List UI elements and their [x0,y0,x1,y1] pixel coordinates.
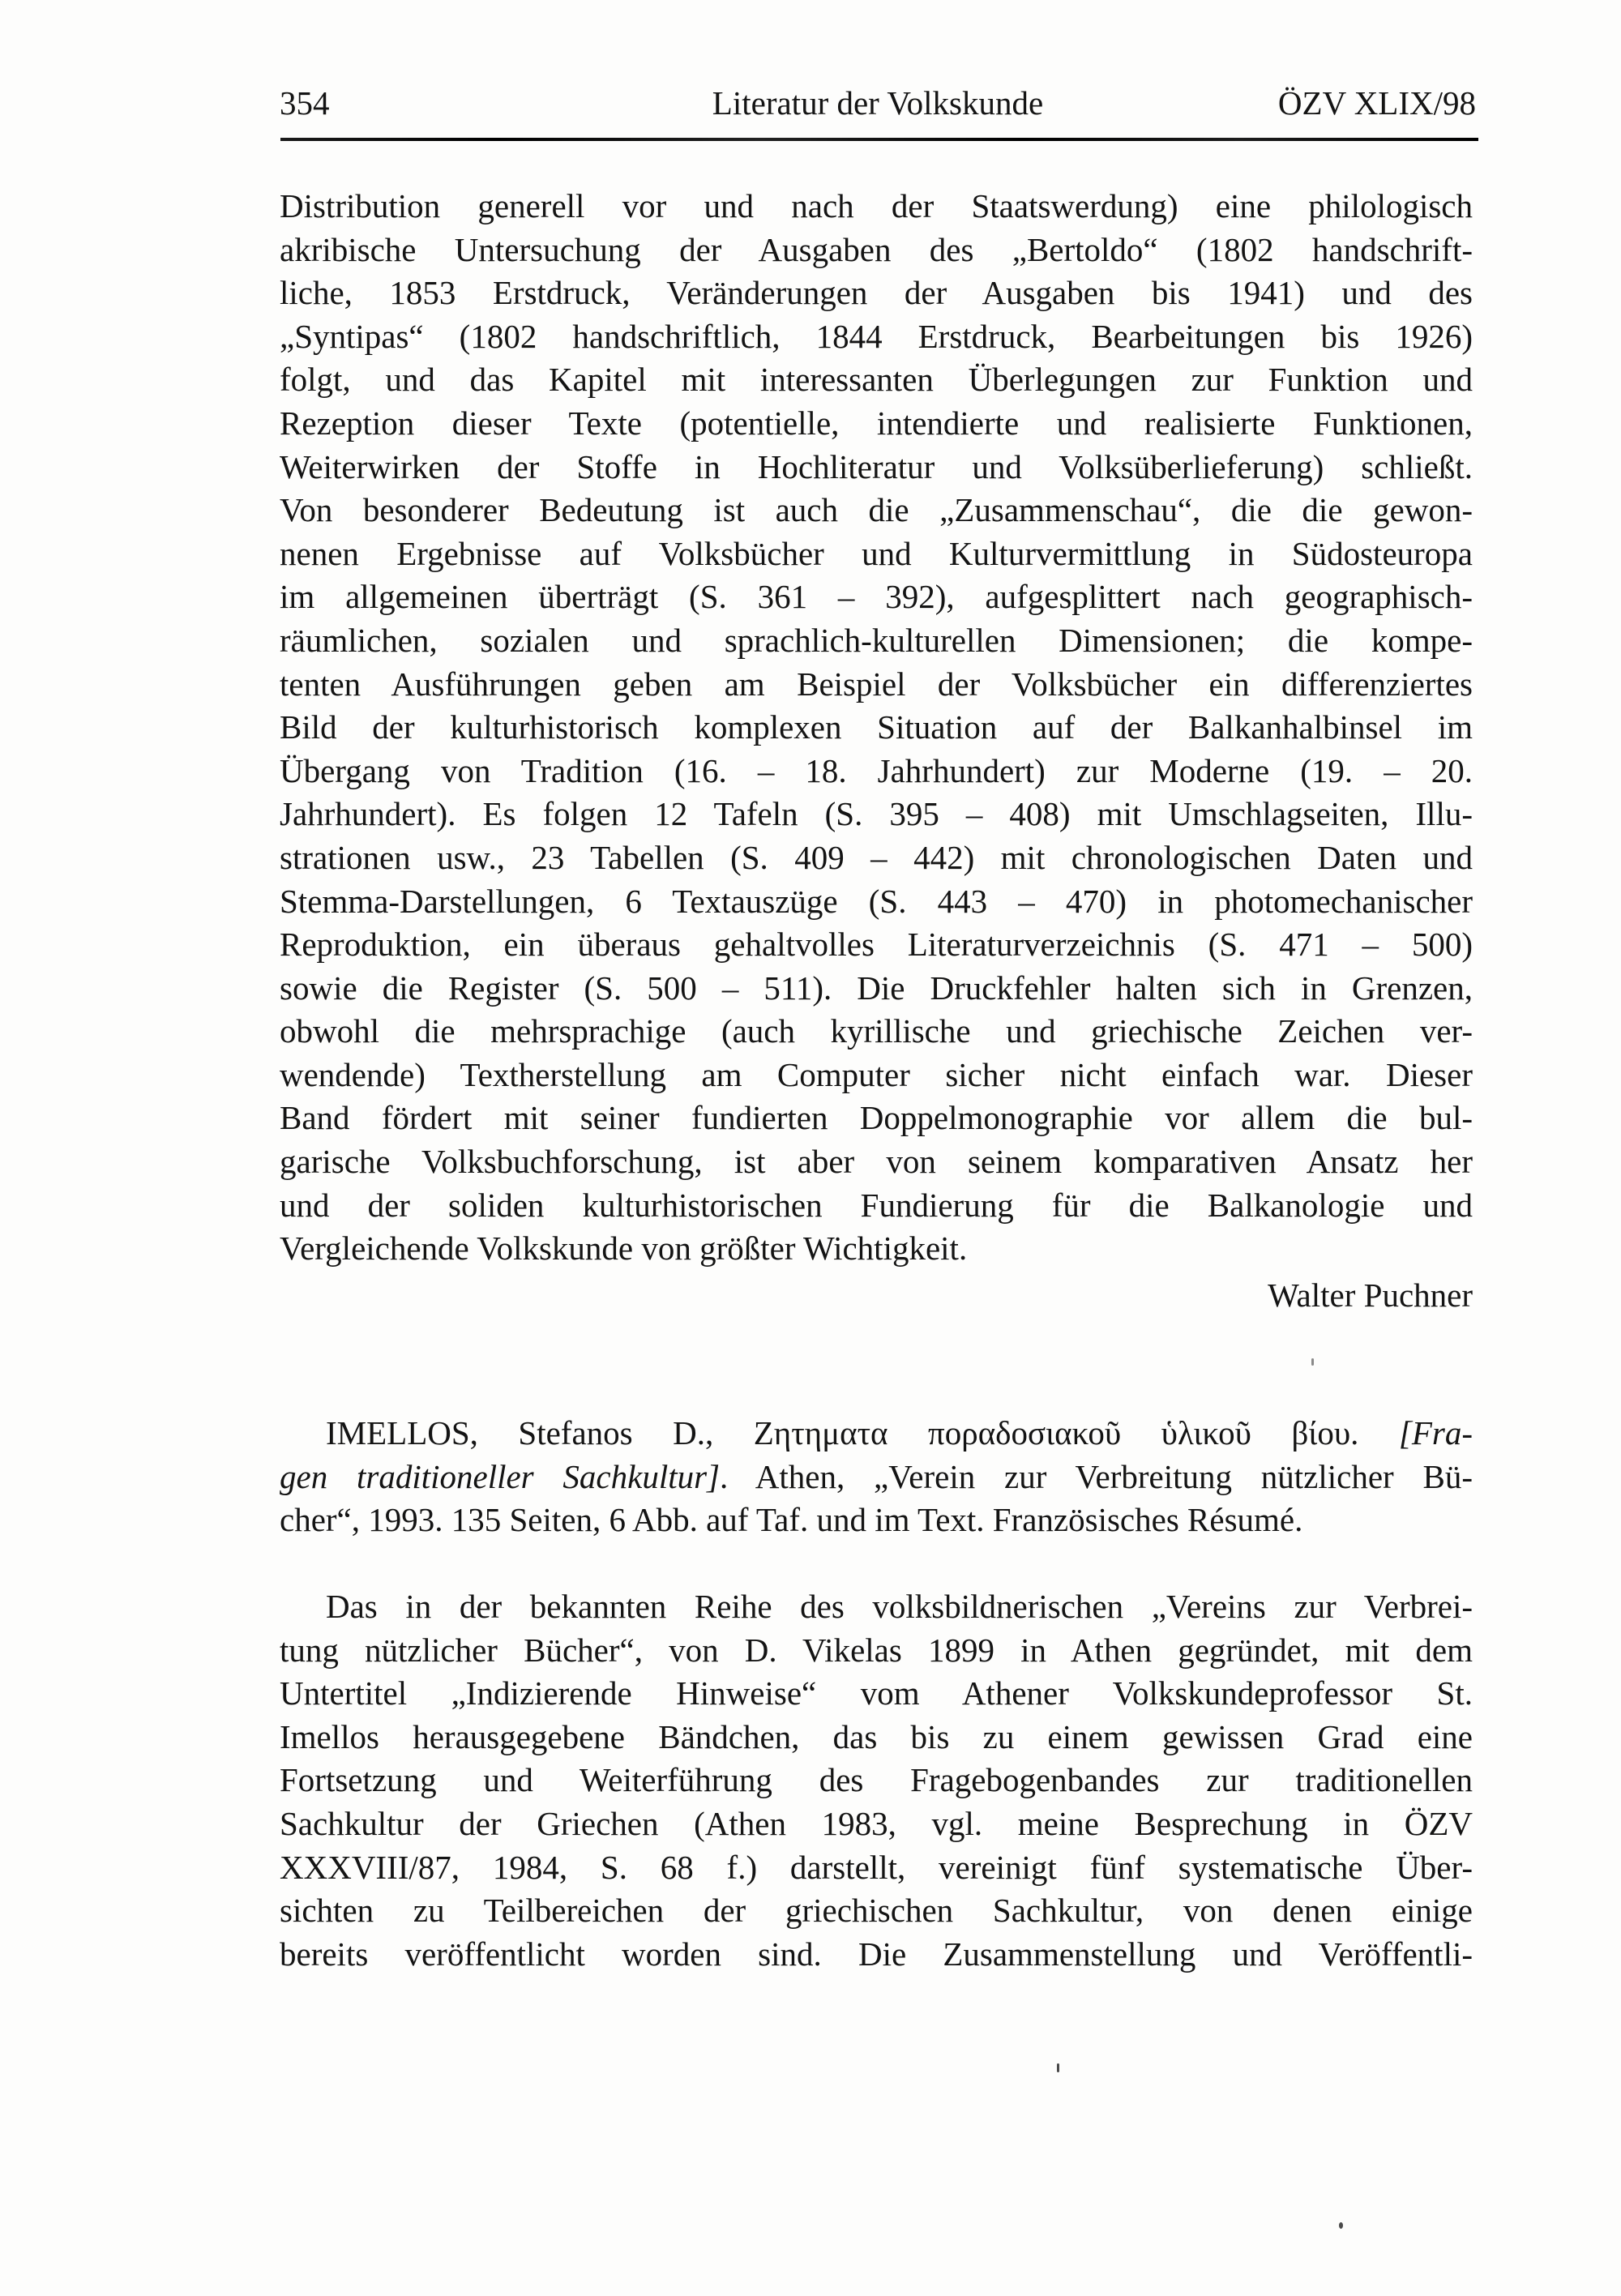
text-line: strationen usw., 23 Tabellen (S. 409 – 442) mit chronologischen Daten und [280,838,1473,876]
text-line: Von besonderer Bedeutung ist auch die „Zusammenschau“, die die gewon- [280,491,1473,529]
header-rule [280,138,1478,141]
text-line: räumlichen, sozialen und sprachlich-kulturellen Dimensionen; die kompe- [280,621,1473,659]
journal-title: Literatur der Volkskunde [712,84,1044,122]
page-number: 354 [280,84,330,122]
text-line: tenten Ausführungen geben am Beispiel der Volksbücher ein differenziertes [280,665,1473,703]
text-line: Vergleichende Volkskunde von größter Wichtigkeit. [280,1229,968,1268]
citation-roman-part: . Athen, „Verein zur Verbreitung nützlicher Bü- [720,1457,1473,1495]
text-line: liche, 1853 Erstdruck, Veränderungen der Ausgaben bis 1941) und des [280,274,1473,312]
text-line: wendende) Textherstellung am Computer sicher nicht einfach war. Dieser [280,1055,1473,1093]
text-line: bereits veröffentlicht worden sind. Die Zusammenstellung und Veröffentli- [280,1935,1473,1973]
text-line: „Syntipas“ (1802 handschriftlich, 1844 Erstdruck, Bearbeitungen bis 1926) [280,317,1473,355]
text-line: XXXVIII/87, 1984, S. 68 f.) darstellt, vereinigt fünf systematische Über- [280,1848,1473,1886]
text-line: tung nützlicher Bücher“, von D. Vikelas 1899 in Athen gegründet, mit dem [280,1631,1473,1669]
text-line: sowie die Register (S. 500 – 511). Die Druckfehler halten sich in Grenzen, [280,968,1473,1007]
text-line: cher“, 1993. 135 Seiten, 6 Abb. auf Taf. und im Text. Französisches Résumé. [280,1501,1303,1539]
text-line: Übergang von Tradition (16. – 18. Jahrhundert) zur Moderne (19. – 20. [280,751,1473,789]
text-line [280,1412,1473,1456]
review-body-2 [280,1585,1473,1976]
citation-italic-part: [Fra- [1398,1414,1473,1452]
text-line: Untertitel „Indizierende Hinweise“ vom Athener Volkskundeprofessor St. [280,1674,1473,1712]
issue-label: ÖZV XLIX/98 [1277,84,1476,122]
text-line: Reproduktion, ein überaus gehaltvolles Literaturverzeichnis (S. 471 – 500) [280,926,1473,964]
citation-italic-part: gen traditioneller Sachkultur] [280,1457,721,1495]
text-line: Fortsetzung und Weiterführung des Fragebogenbandes zur traditionellen [280,1761,1473,1799]
reviewer-signature: Walter Puchner [1268,1276,1473,1314]
text-line: Stemma-Darstellungen, 6 Textauszüge (S. 443 – 470) in photomechanischer [280,882,1473,920]
text-line: Sachkultur der Griechen (Athen 1983, vgl. meine Besprechung in ÖZV [280,1804,1473,1842]
text-line: sichten zu Teilbereichen der griechischen Sachkultur, von denen einige [280,1892,1473,1930]
text-line: Distribution generell vor und nach der Staatswerdung) eine philologisch [280,187,1473,224]
scan-speck [1339,2222,1343,2229]
scan-speck [1311,1358,1314,1366]
citation-roman-part: IMELLOS, Stefanos D., Ζητηματα ποραδοσιακοῦ ὑλικοῦ βίου. [326,1414,1399,1452]
text-line: garische Volksbuchforschung, ist aber von seinem komparativen Ansatz her [280,1143,1473,1181]
text-line: folgt, und das Kapitel mit interessanten Überlegungen zur Funktion und [280,361,1473,399]
text-line: Bild der kulturhistorisch komplexen Situation auf der Balkanhalbinsel im [280,708,1473,746]
review-body [280,185,1473,1317]
text-line: Imellos herausgegebene Bändchen, das bis zu einem gewissen Grad eine [280,1717,1473,1755]
citation-entry [280,1412,1473,1542]
running-head [280,84,1476,122]
text-line [280,1456,1473,1499]
text-line: im allgemeinen überträgt (S. 361 – 392), aufgesplittert nach geographisch- [280,578,1473,616]
text-line: Weiterwirken der Stoffe in Hochliteratur und Volksüberlieferung) schließt. [280,447,1473,485]
text-line: Rezeption dieser Texte (potentielle, intendierte und realisierte Funktionen, [280,404,1473,442]
text-line: Band fördert mit seiner fundierten Doppelmonographie vor allem die bul- [280,1099,1473,1137]
text-line: obwohl die mehrsprachige (auch kyrillische und griechische Zeichen ver- [280,1012,1473,1050]
scan-speck [1057,2063,1059,2072]
text-line: nenen Ergebnisse auf Volksbücher und Kulturvermittlung in Südosteuropa [280,534,1473,572]
text-line: akribische Untersuchung der Ausgaben des „Bertoldo“ (1802 handschrift- [280,230,1473,268]
text-line: Das in der bekannten Reihe des volksbildnerischen „Vereins zur Verbrei- [326,1588,1473,1625]
text-line: und der soliden kulturhistorischen Fundierung für die Balkanologie und [280,1186,1473,1224]
text-line: Jahrhundert). Es folgen 12 Tafeln (S. 395 – 408) mit Umschlagseiten, Illu- [280,795,1473,833]
